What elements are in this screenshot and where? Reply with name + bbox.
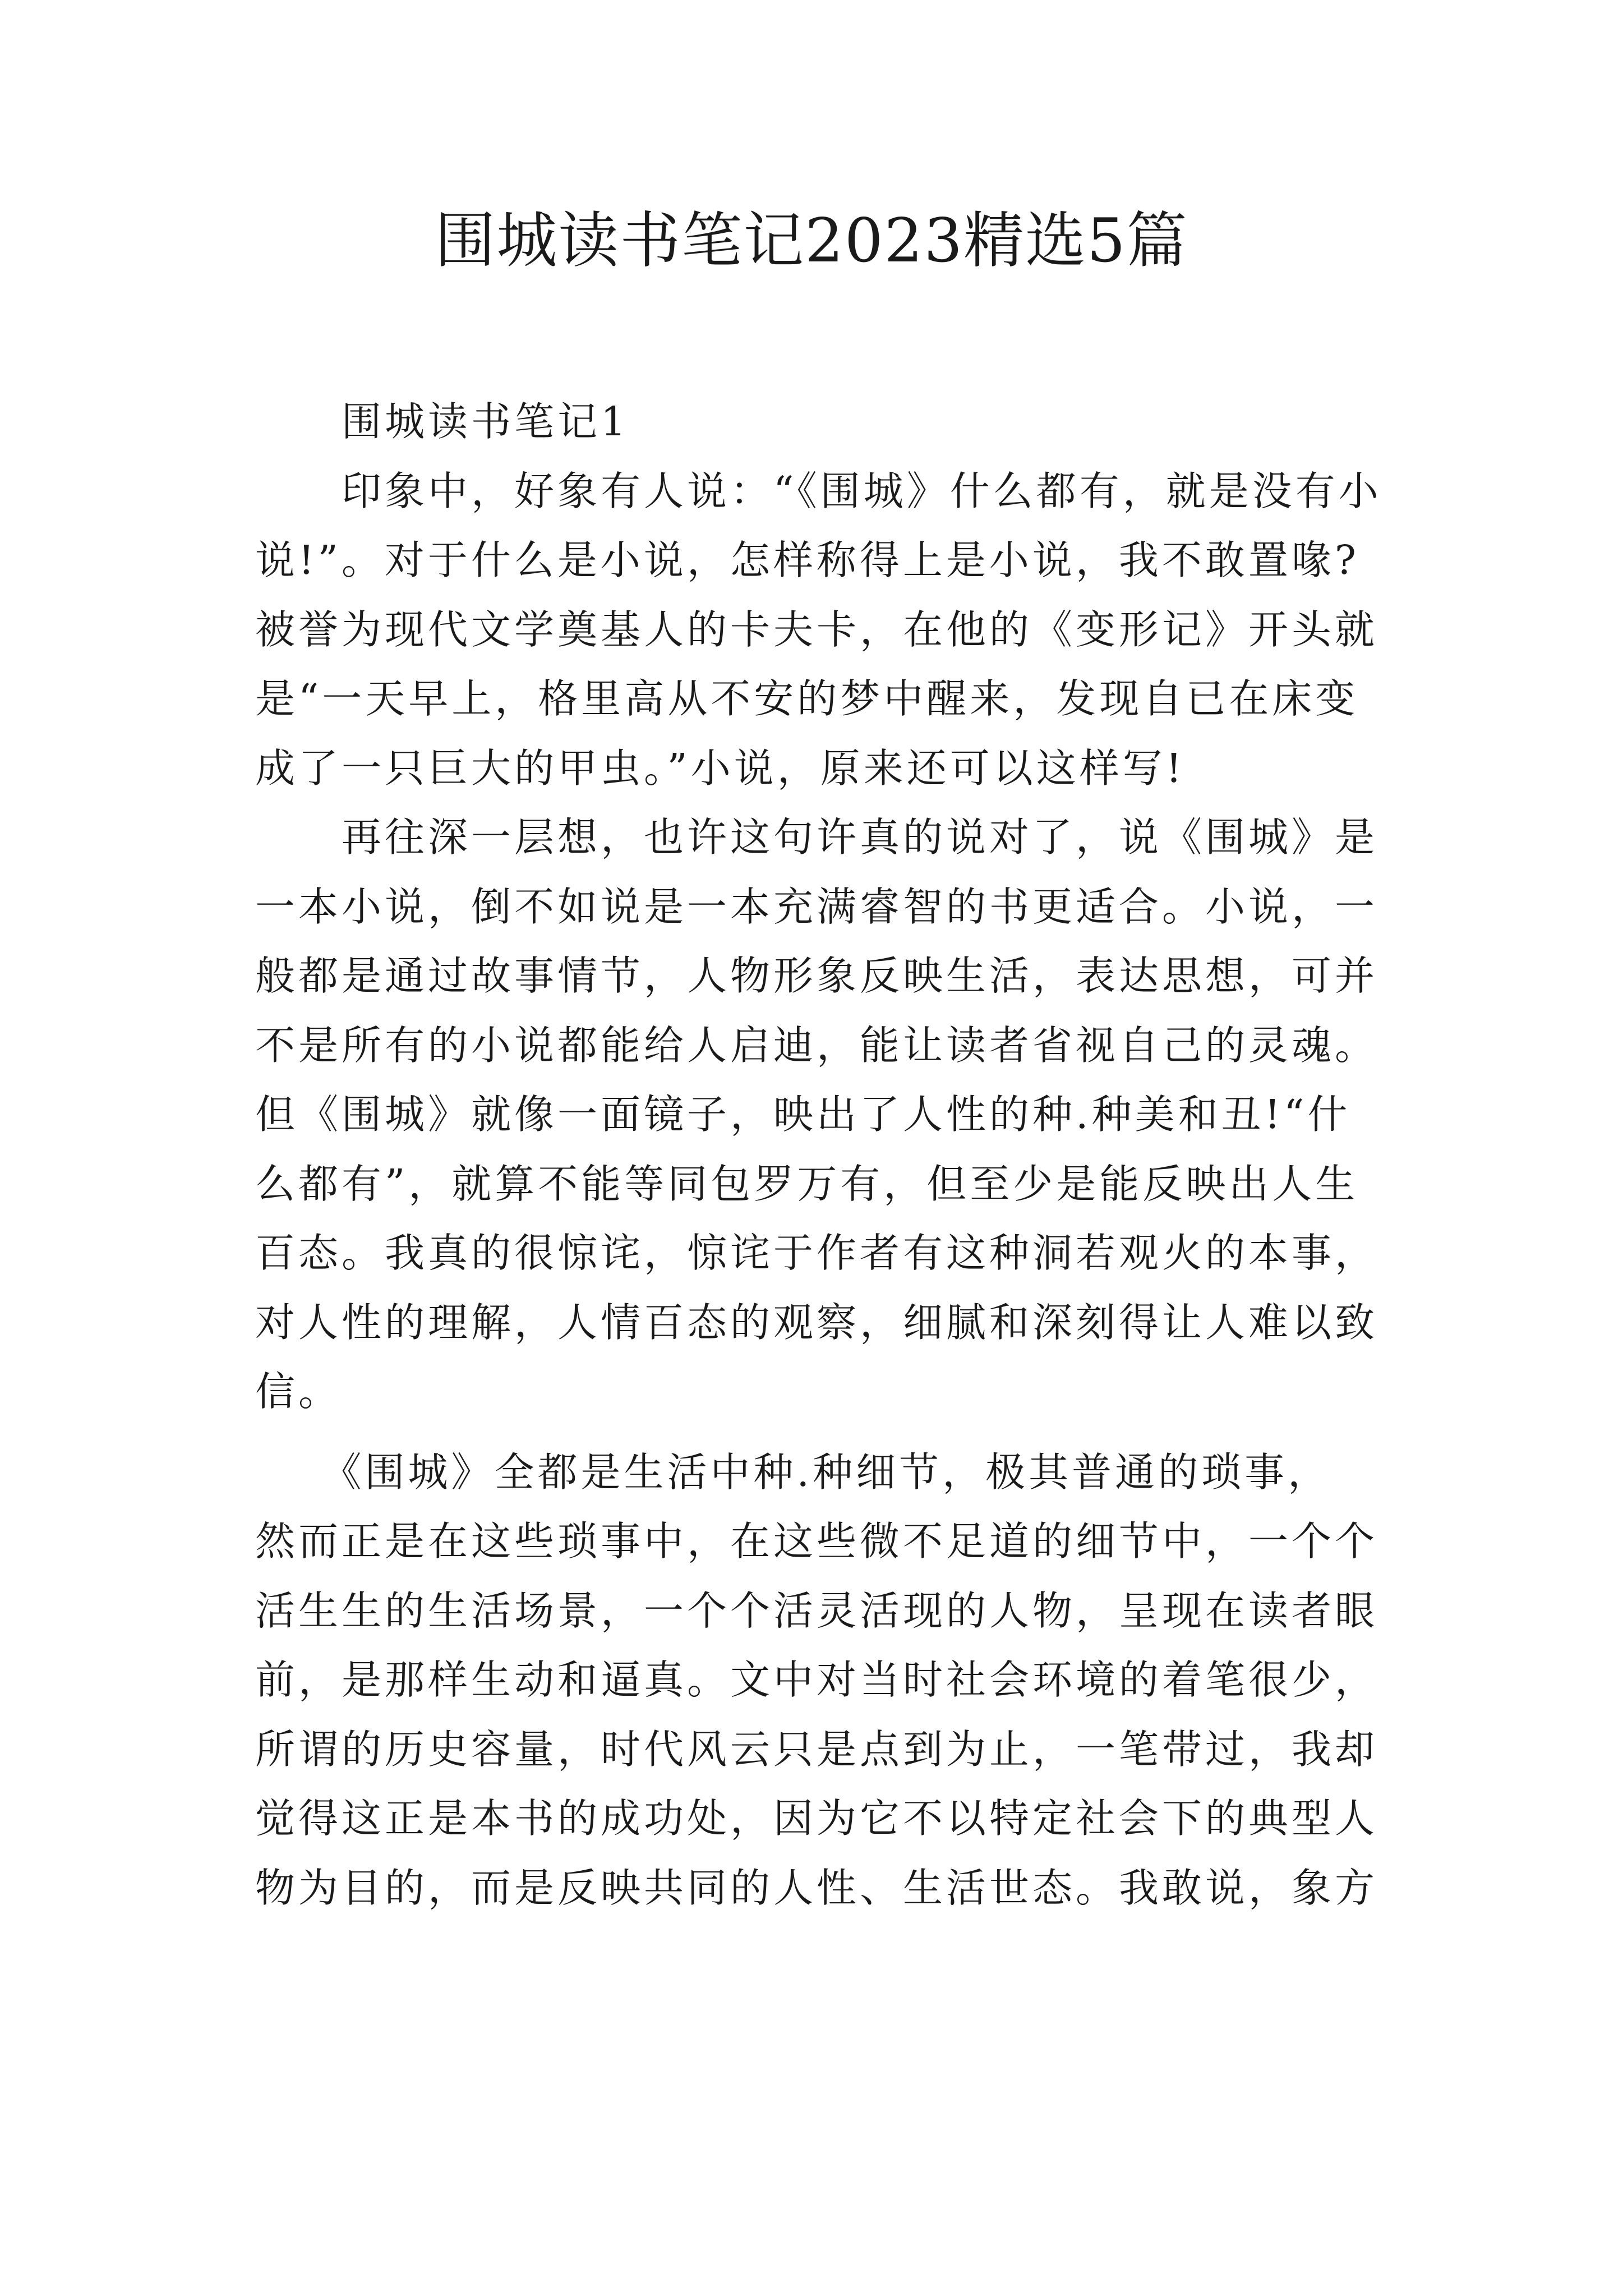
text-line: 么都有”，就算不能等同包罗万有，但至少是能反映出人生 [255, 1160, 1359, 1207]
document-body [255, 387, 1382, 1922]
text-line: 所谓的历史容量，时代风云只是点到为止，一笔带过，我却 [255, 1726, 1378, 1773]
text-line: 成了一只巨大的甲虫。”小说，原来还可以这样写! [255, 744, 1186, 792]
text-line: 信。 [255, 1368, 342, 1415]
text-line: 不是所有的小说都能给人启迪，能让读者省视自己的灵魂。 [255, 1022, 1378, 1069]
text-line: 说!”。对于什么是小说，怎样称得上是小说，我不敢置喙? [255, 537, 1359, 583]
text-line: 是“一天早上，格里高从不安的梦中醒来，发现自已在床变 [255, 675, 1359, 722]
text-line: 但《围城》就像一面镜子，映出了人性的种.种美和丑!“什 [255, 1091, 1351, 1138]
text-line: 般都是通过故事情节，人物形象反映生活，表达思想，可并 [255, 953, 1378, 999]
text-line: 物为目的，而是反映共同的人性、生活世态。我敢说，象方 [255, 1864, 1378, 1911]
paragraph-gap [255, 1427, 1382, 1438]
text-line: 活生生的生活场景，一个个活灵活现的人物，呈现在读者眼 [255, 1587, 1378, 1634]
text-line: 前，是那样生动和逼真。文中对当时社会环境的着笔很少， [255, 1657, 1378, 1703]
text-line: 对人性的理解，人情百态的观察，细腻和深刻得让人难以致 [255, 1299, 1378, 1346]
text-line: 再往深一层想，也许这句许真的说对了，说《围城》是 [255, 814, 1378, 861]
text-line: 然而正是在这些琐事中，在这些微不足道的细节中，一个个 [255, 1518, 1378, 1565]
text-line: 一本小说，倒不如说是一本充满睿智的书更适合。小说，一 [255, 883, 1378, 930]
text-line: 百态。我真的很惊诧，惊诧于作者有这种洞若观火的本事， [255, 1230, 1378, 1276]
text-line: 印象中，好象有人说：“《围城》什么都有，就是没有小 [255, 467, 1382, 514]
text-line: 《围城》全都是生活中种.种细节，极其普通的琐事， [255, 1448, 1331, 1496]
document-title: 围城读书笔记2023精选5篇 [435, 206, 1188, 276]
text-line: 被誉为现代文学奠基人的卡夫卡，在他的《变形记》开头就 [255, 606, 1378, 653]
section-heading: 围城读书笔记1 [255, 398, 630, 445]
text-line: 觉得这正是本书的成功处，因为它不以特定社会下的典型人 [255, 1795, 1378, 1842]
